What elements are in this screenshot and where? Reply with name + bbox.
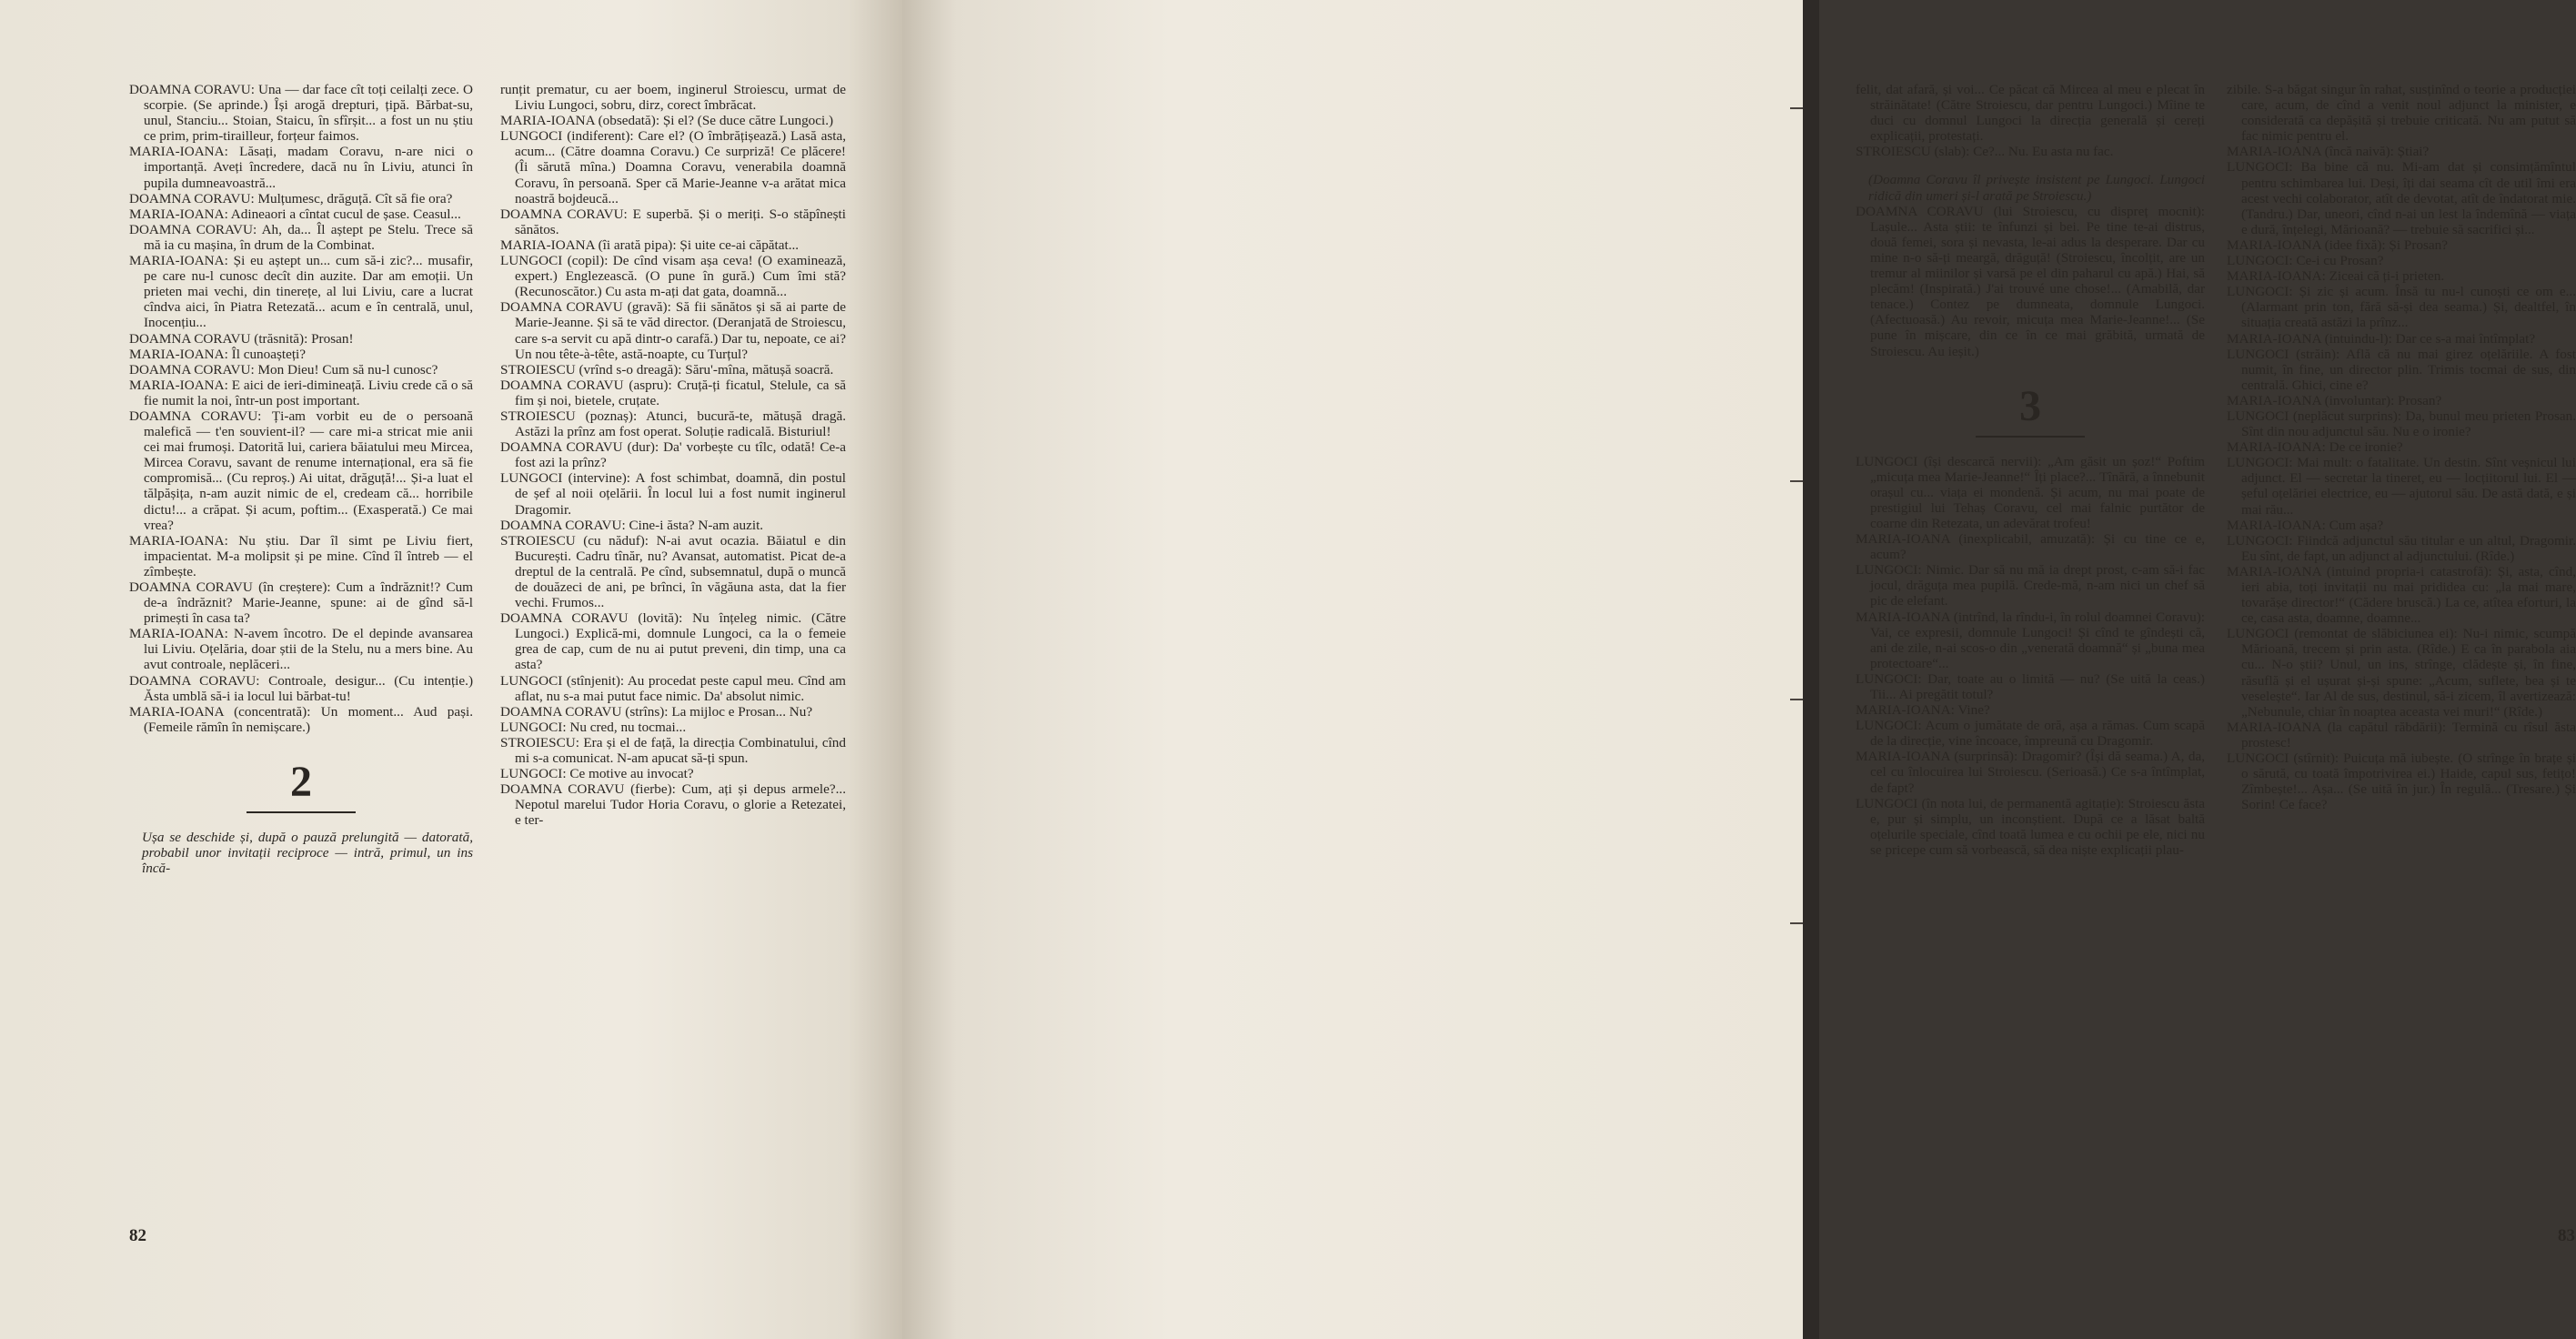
dialogue-line: MARIA-IOANA (intrînd, la rîndu-i, în rolul doamnei Coravu): Vai, ce expresii, domnule Lungoci! Și cînd te gîndești că, ani de zile, n-ai scos-o din „venerată doamnă“ și „buna mea protectoare“... <box>1856 609 2205 671</box>
dialogue-line: LUNGOCI: Ce motive au invocat? <box>500 766 694 782</box>
dialogue-line: DOAMNA CORAVU: Ah, da... Îl aștept pe Stelu. Trece să mă ia cu mașina, în drum de la Combinat. <box>129 221 473 253</box>
dialogue-line: LUNGOCI (indiferent): Care el? (O îmbrățișează.) Lasă asta, acum... (Către doamna Coravu.) Ce surpriză! Ce plăcere! (Îi sărută mîna.) Doamna Coravu, venerabila doamnă Coravu, în persoană. Sper că Marie-Jeanne v-a arătat mica noastră bojdeucă... <box>500 128 846 206</box>
dialogue-line: LUNGOCI: Nimic. Dar să nu mă ia drept prost, c-am să-i fac jocul, drăguța mea pupilă. Crede-mă, n-am nici un chef să pic de elefant. <box>1856 562 2205 609</box>
dialogue-line: LUNGOCI (în nota lui, de permanentă agitație): Stroiescu ăsta e, pur și simplu, un inconștient. După ce a lăsat baltă oțelurile speciale, cînd toată lumea e cu ochii pe ele, nici nu se pricepe cum să vorbească, să dea niște explicații plau- <box>1856 795 2205 858</box>
dialogue-line: DOAMNA CORAVU (lovită): Nu înțeleg nimic. (Către Lungoci.) Explică-mi, domnule Lungoci, ca la o femeie grea de cap, cum de nu ai putut preveni, din timp, una ca asta? <box>500 610 846 673</box>
dialogue-line: MARIA-IOANA: Vine? <box>1856 702 1990 719</box>
dialogue-line: MARIA-IOANA: Și eu aștept un... cum să-i zic?... musafir, pe care nu-l cunosc decît din auzite. Dar am emoții. Un prieten mai vechi, din tinerețe, al lui Liviu, care a lucrat cîndva aici, în Piatra Retezată... acum e în centrală, unul, Inocențiu... <box>129 253 473 331</box>
dialogue-line: MARIA-IOANA (inexplicabil, amuzată): Și cu tine ce e, acum? <box>1856 531 2205 563</box>
dialogue-line: DOAMNA CORAVU: Ți-am vorbit eu de o persoană malefică — t'en souvient-il? — care mi-a stricat mie anii cei mai frumoși. Datorită lui, cariera băiatului meu Mircea, Mircea Coravu, savant de renume internațional, era să fie compromisă... (Cu reproș.) Ai uitat, drăguță!... Și-a luat el tălpășița, n-am auzit nimic de el, credeam că... horribile dictu!... a crăpat. Și acum, poftim... (Exasperată.) Ce mai vrea? <box>129 408 473 533</box>
scene-number: 3 <box>2019 381 2041 430</box>
dialogue-line: STROIESCU (slab): Ce?... Nu. Eu asta nu fac. <box>1856 144 2114 160</box>
dialogue-line: LUNGOCI (își descarcă nervii): „Am găsit un șoz!“ Poftim „micuța mea Marie-Jeanne!“ Îți place?... Tînără, a înnebunit orașul cu... viața ei mondenă. Și acum, nu mai poate de prestigiul lui Tehaș Coravu, cel mai falnic purtător de coarne din Retezata, un adevărat trofeu! <box>1856 453 2205 531</box>
dialogue-line: LUNGOCI (intervine): A fost schimbat, doamnă, din postul de șef al noii oțelării. În locul lui a fost numit inginerul Dragomir. <box>500 470 846 518</box>
dialogue-line: LUNGOCI (stîrnit): Puicuța mă iubește. (O strînge în brațe și o sărută, cu toată împotrivirea ei.) Haide, capul sus, fetițo! Zîmbește!... Așa... (Se uită în jur.) În regulă... (Tresare.) Și Sorin! Ce face? <box>2227 750 2576 813</box>
dialogue-line: DOAMNA CORAVU: Mon Dieu! Cum să nu-l cunosc? <box>129 361 438 378</box>
dialogue-line: MARIA-IOANA: N-avem încotro. De el depinde avansarea lui Liviu. Oțelăria, doar știi de la Stelu, nu a mers bine. Au avut controale, neplăceri... <box>129 626 473 673</box>
dialogue-line: runțit prematur, cu aer boem, inginerul Stroiescu, urmat de Liviu Lungoci, sobru, dirz, corect îmbrăcat. <box>500 82 846 114</box>
right-column-2 <box>2227 82 2576 812</box>
margin-mark <box>1790 699 1803 700</box>
dialogue-line: DOAMNA CORAVU (strîns): La mijloc e Prosan... Nu? <box>500 703 813 720</box>
dialogue-line: DOAMNA CORAVU: E superbă. Și o meriți. S-o stăpînești sănătos. <box>500 206 846 237</box>
dialogue-line: LUNGOCI: Dar, toate au o limită — nu? (Se uită la ceas.) Tii... Ai pregătit totul? <box>1856 670 2205 702</box>
book-edge <box>1803 0 1819 1339</box>
margin-mark <box>1790 922 1803 924</box>
dialogue-line: DOAMNA CORAVU (dur): Da' vorbește cu tîlc, odată! Ce-a fost azi la prînz? <box>500 439 846 471</box>
dialogue-line: MARIA-IOANA (îi arată pipa): Și uite ce-ai căpătat... <box>500 237 800 253</box>
dialogue-line: DOAMNA CORAVU (lui Stroiescu, cu dispreț mocnit): Lașule... Asta știi: te înfunzi și bei. Pe tine te-ai distrus, două femei, sora și nevasta, le-ai adus la desperare. Dar cu mine n-o să-ți meargă, drăguță! (Stroiescu, încolțit, are un tremur al miinilor și varsă pe el din paharul cu apă.) Hai, să plecăm! (Inspirată.) J'ai trouvé une chose!... (Amabilă, dar tenace.) Contez pe dumneata, domnule Lungoci. (Afectuoasă.) Au revoir, micuța mea Marie-Jeanne!... (Se pune în mișcare, din ce în ce mai grăbită, urmată de Stroiescu. Au ieșit.) <box>1856 203 2205 359</box>
scene-number: 2 <box>290 757 312 806</box>
dialogue-line: LUNGOCI (străin): Află că nu mai girez oțelăriile. A fost numit, în fine, un director plin. Trimis tocmai de sus, din centrală. Ghici, cine e? <box>2227 346 2576 393</box>
dialogue-line: MARIA-IOANA (intuind propria-i catastrofă): Și, asta, cînd, ieri abia, toți invitații nu mai prididea cu: „la mai mare, tovarășe director!“ (Cădere bruscă.) La ce, atîtea eforturi, la ce, casa asta, doamne, doamne... <box>2227 563 2576 627</box>
stage-direction: (Doamna Coravu îl privește insistent pe Lungoci. Lungoci ridică din umeri și-l arată pe Stroiescu.) <box>1868 172 2205 204</box>
dialogue-line: STROIESCU: Era și el de față, la direcția Combinatului, cînd mi s-a comunicat. N-am apucat să-ți spun. <box>500 734 846 767</box>
dialogue-line: DOAMNA CORAVU: Controale, desigur... (Cu intenție.) Ăsta umblă să-i ia locul lui bărbat-tu! <box>129 672 473 704</box>
dialogue-line: DOAMNA CORAVU (trăsnită): Prosan! <box>129 330 354 347</box>
page-number-left: 82 <box>129 1226 146 1245</box>
margin-mark <box>1790 107 1803 109</box>
dialogue-line: MARIA-IOANA (idee fixă): Și Prosan? <box>2227 237 2448 253</box>
margin-mark <box>1790 480 1803 482</box>
dialogue-line: DOAMNA CORAVU: Mulțumesc, drăguță. Cît să fie ora? <box>129 190 453 206</box>
dialogue-line: DOAMNA CORAVU: Una — dar face cît toți ceilalți zece. O scorpie. (Se aprinde.) Își arogă drepturi, țipă. Bărbat-su, unul, Stanciu... Stoian, Staicu, în sfîrșit... a fost un nu știu ce prim, prim-tirailleur, forțeur faimos. <box>129 82 473 145</box>
dialogue-line: DOAMNA CORAVU: Cine-i ăsta? N-am auzit. <box>500 517 764 533</box>
dialogue-line: felit, dat afară, și voi... Ce păcat că Mircea al meu e plecat în străinătate! (Către Stroiescu, dar pentru Lungoci.) Mîine te duci cu domnul Lungoci la direcția generală și cereți explicații, protestați. <box>1856 82 2205 145</box>
dialogue-line: MARIA-IOANA (încă naivă): Știai? <box>2227 144 2430 160</box>
dialogue-line: MARIA-IOANA (la capătul răbdării): Termină cu rîsul ăsta prostesc! <box>2227 719 2576 750</box>
dialogue-line: MARIA-IOANA: Ziceai că ți-i prieten. <box>2227 268 2445 285</box>
scene-rule <box>247 811 356 813</box>
dialogue-line: zibile. S-a băgat singur în rahat, susținînd o teorie a producției care, acum, de cînd a venit noul adjunct la minister, e considerată ca depășită și trebuie criticată. Nu am putut să fac nimic pentru el. <box>2227 82 2576 145</box>
dialogue-line: LUNGOCI: Și zic și acum. Însă tu nu-l cunoști ce om e... (Alarmant prin ton, fără să-și dea seama.) Și, dealtfel, în situația creată astăzi la prînz... <box>2227 284 2576 331</box>
dialogue-line: LUNGOCI: Fiindcă adjunctul său titular e un altul, Dragomir. Eu sînt, de fapt, un adjunct al adjunctului. (Rîde.) <box>2227 532 2576 564</box>
dialogue-line: MARIA-IOANA: Adineaori a cîntat cucul de șase. Ceasul... <box>129 206 461 222</box>
dialogue-line: LUNGOCI: Acum o jumătate de oră, așa a rămas. Cum scapă de la direcție, vine încoace, împreună cu Dragomir. <box>1856 718 2205 750</box>
dialogue-line: LUNGOCI (copil): De cînd visam așa ceva! (O examinează, expert.) Englezească. (O pune în gură.) Cum îmi stă? (Recunoscător.) Cu asta m-ați dat gata, doamnă... <box>500 253 846 300</box>
right-column-1 <box>1856 82 2205 858</box>
dialogue-line: STROIESCU (poznaș): Atunci, bucură-te, mătușă dragă. Astăzi la prînz am fost operat. Soluție radicală. Bisturiul! <box>500 408 846 440</box>
dialogue-line: MARIA-IOANA: Cum așa? <box>2227 517 2384 533</box>
dialogue-line: MARIA-IOANA: Îl cunoașteți? <box>129 346 307 362</box>
dialogue-line: MARIA-IOANA: De ce ironie? <box>2227 439 2403 456</box>
dialogue-line: MARIA-IOANA (intuindu-l): Dar ce s-a mai întîmplat? <box>2227 330 2536 347</box>
dialogue-line: MARIA-IOANA (concentrată): Un moment... Aud pași. (Femeile rămîn în nemișcare.) <box>129 703 473 735</box>
dialogue-line: LUNGOCI: Mai mult: o fatalitate. Un destin. Sînt veșnicul lui adjunct. El — secretar la tineret, eu — locțiitorul lui. El — șeful oțelăriei electrice, eu — ajutorul său. De astă dată, e și mai rău... <box>2227 455 2576 518</box>
left-page <box>0 0 902 1339</box>
dialogue-line: LUNGOCI: Ce-i cu Prosan? <box>2227 253 2384 269</box>
dialogue-line: MARIA-IOANA: E aici de ieri-dimineață. Liviu crede că o să fie numit la noi, într-un post important. <box>129 377 473 408</box>
left-column-1 <box>129 82 473 876</box>
dialogue-line: LUNGOCI (neplăcut surprins): Da, bunul meu prieten Prosan. Sînt din nou adjunctul său. Nu e o ironie? <box>2227 408 2576 440</box>
page-number-right: 83 <box>2558 1226 2575 1245</box>
dialogue-line: STROIESCU (cu năduf): N-ai avut ocazia. Băiatul e din București. Cadru tînăr, nu? Avansat, automatist. Picat de-a dreptul de la centrală. Pe cînd, subsemnatul, după o muncă de douăzeci de ani, pe brînci, în văgăuna asta, dat la fier vechi. Frumos... <box>500 532 846 611</box>
stage-direction: Ușa se deschide și, după o pauză prelungită — datorată, probabil unor invitații reciproce — intră, primul, un ins încă- <box>142 829 473 877</box>
dialogue-line: MARIA-IOANA (involuntar): Prosan? <box>2227 392 2442 408</box>
dialogue-line: LUNGOCI: Nu cred, nu tocmai... <box>500 719 687 735</box>
dialogue-line: LUNGOCI (remontat de slăbiciunea ei): Nu-i nimic, scumpă Mărioană, trecem și prin asta. (Rîde.) E ca în parabola aia cu... N-o știi? Unul, un ins, strînge, clădește și, în fine, răsuflă și el ușurat și-și spune: „Acum, suflete, bea și te veselește“. Iar Al de sus, destinul, să-i zicem, îl avertizează: „Nebunule, chiar în noaptea aceasta vei muri!“ (Rîde.) <box>2227 626 2576 720</box>
dialogue-line: MARIA-IOANA (surprinsă): Dragomir? (Își dă seama.) A, da, cel cu înlocuirea lui Stroiescu. (Serioasă.) Ce s-a întîmplat, de fapt? <box>1856 749 2205 796</box>
left-column-2 <box>500 82 846 829</box>
dialogue-line: LUNGOCI: Ba bine că nu. Mi-am dat și consimțămîntul pentru schimbarea lui. Deși, îți dai seama cît de util îmi era acest vechi colaborator, atît de devotat, atît de îndatorat mie. (Tandru.) Dar, uneori, cînd n-ai un lest la îndemînă — viața e dură, înțelegi, Mărioană? — trebuie să sacrifici și... <box>2227 159 2576 237</box>
dialogue-line: MARIA-IOANA: Nu știu. Dar îl simt pe Liviu fiert, impacientat. M-a molipsit și pe mine. Cînd îl întreb — el zîmbește. <box>129 532 473 579</box>
scene-rule <box>1976 436 2085 438</box>
dialogue-line: STROIESCU (vrînd s-o dreagă): Săru'-mîna, mătușă soacră. <box>500 361 834 378</box>
dialogue-line: DOAMNA CORAVU (în creștere): Cum a îndrăznit!? Cum de-a îndrăznit? Marie-Jeanne, spune: ai de gînd să-l primești în casa ta? <box>129 579 473 627</box>
dialogue-line: MARIA-IOANA (obsedată): Și el? (Se duce către Lungoci.) <box>500 113 834 129</box>
right-page <box>902 0 2576 1339</box>
dialogue-line: DOAMNA CORAVU (aspru): Cruță-ți ficatul, Stelule, ca să fim și noi, bietele, cruțate. <box>500 377 846 408</box>
dialogue-line: MARIA-IOANA: Lăsați, madam Coravu, n-are nici o importanță. Aveți încredere, dacă nu în Liviu, atunci în pupila dumneavoastră... <box>129 144 473 191</box>
dialogue-line: DOAMNA CORAVU (fierbe): Cum, ați și depus armele?... Nepotul marelui Tudor Horia Coravu, o glorie a Retezatei, e ter- <box>500 781 846 829</box>
dialogue-line: DOAMNA CORAVU (gravă): Să fii sănătos și să ai parte de Marie-Jeanne. Și să te văd director. (Deranjată de Stroiescu, care s-a servit cu apă dintr-o carafă.) Dar tu, nepoate, ce ai? Un nou tête-à-tête, astă-noapte, cu Turțul? <box>500 299 846 362</box>
dialogue-line: LUNGOCI (stînjenit): Au procedat peste capul meu. Cînd am aflat, nu s-a mai putut face nimic. Da' absolut nimic. <box>500 672 846 704</box>
